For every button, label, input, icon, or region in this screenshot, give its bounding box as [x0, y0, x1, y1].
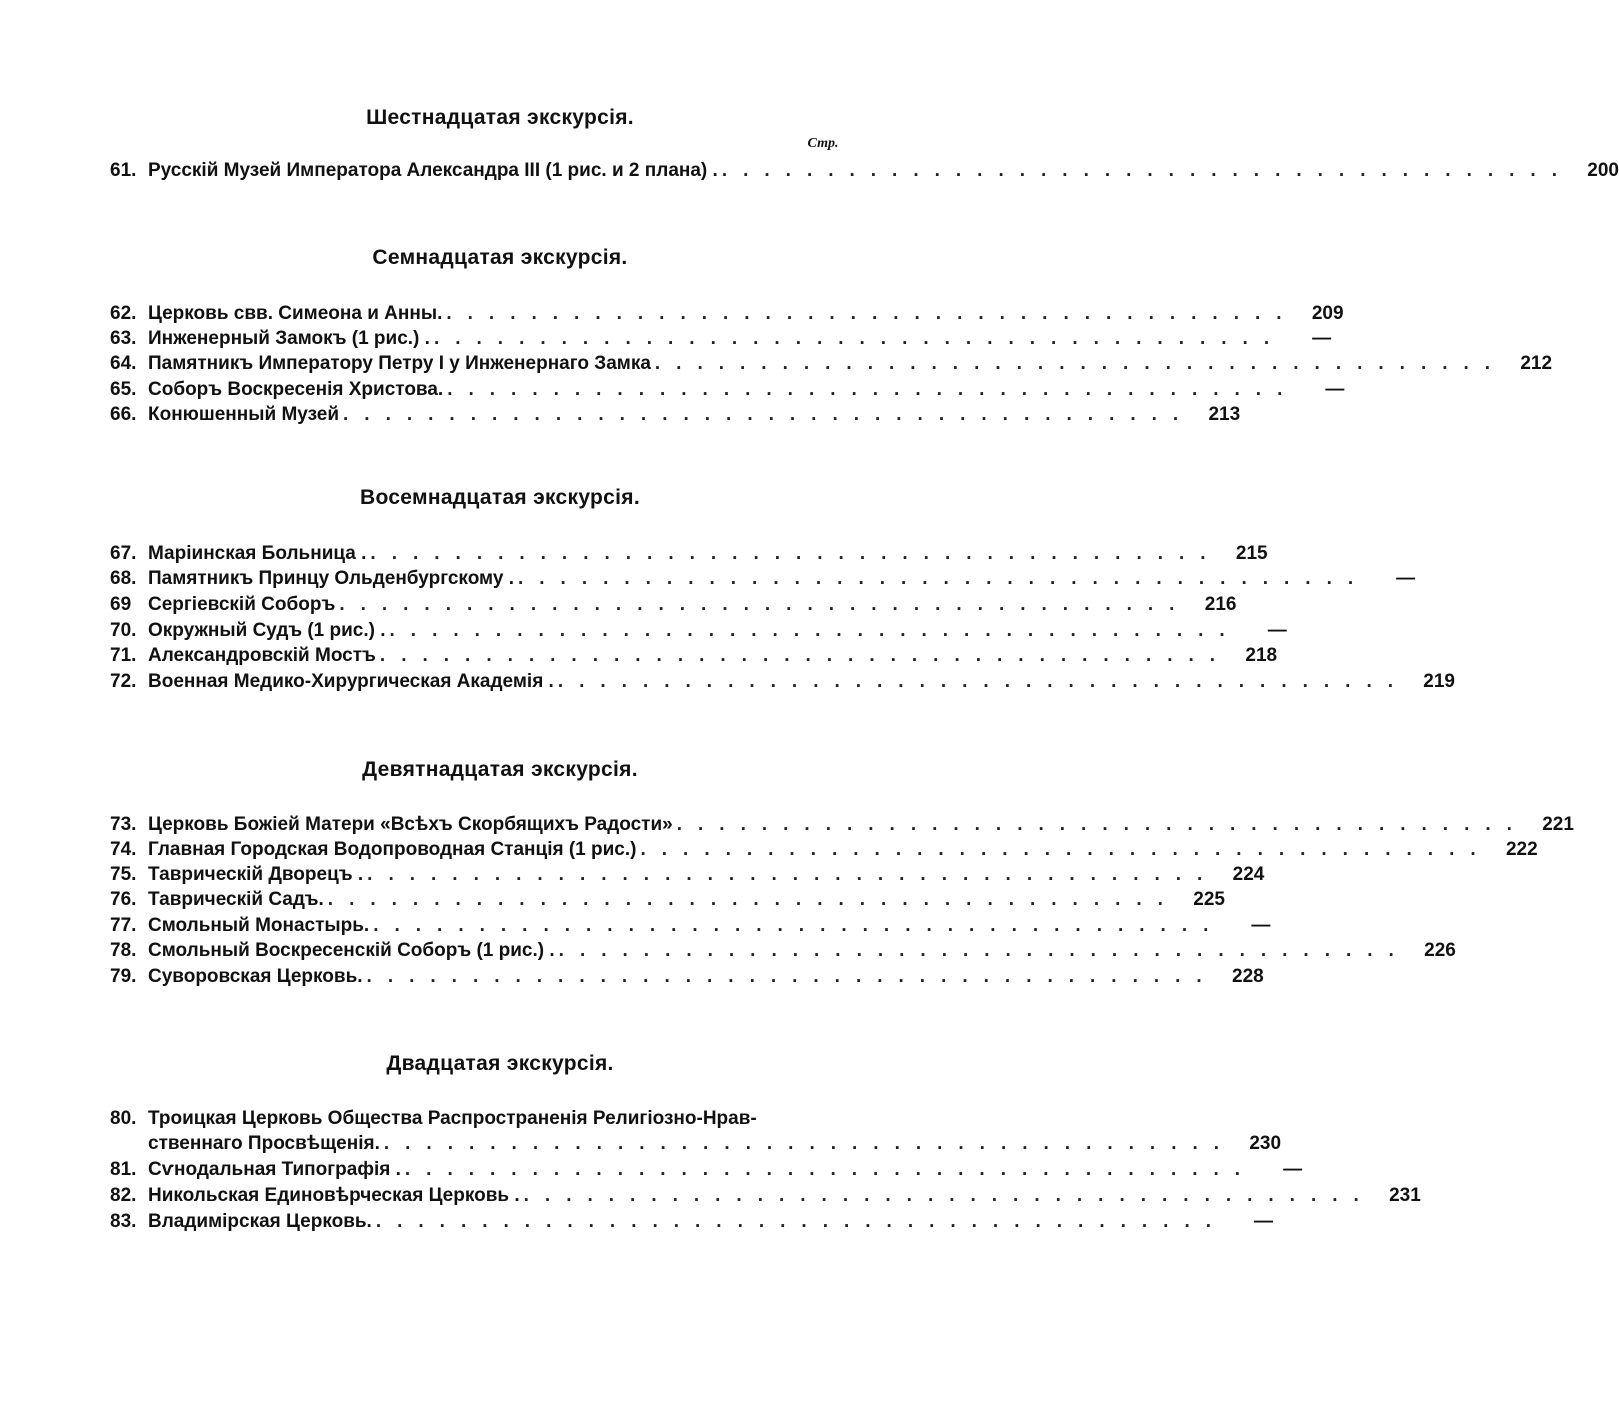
leader-dots: ........................................: [373, 915, 1225, 936]
entry-number: 76.: [110, 889, 137, 910]
toc-entry: [110, 839, 1538, 865]
leader-dots: ........................................: [721, 160, 1573, 181]
toc-entry: [110, 303, 1344, 329]
entry-number: 67.: [110, 543, 137, 564]
entry-page: —: [1254, 1211, 1273, 1232]
entry-title: Таврическій Дворецъ .: [148, 864, 364, 885]
entry-title: Памятникъ Императору Петру I у Инженернаго Замка: [148, 353, 651, 374]
entry-title: Русскій Музей Императора Александра III (1 рис. и 2 плана) .: [148, 160, 718, 181]
leader-dots: ........................................: [517, 568, 1370, 589]
leader-dots: ........................................: [383, 1133, 1236, 1154]
entry-page: —: [1312, 328, 1332, 349]
toc-entry: [110, 620, 1287, 646]
entry-title: Главная Городская Водопроводная Станція (1 рис.): [148, 839, 637, 860]
leader-dots: ........................................: [523, 1185, 1375, 1206]
entry-number: 82.: [110, 1185, 137, 1206]
page-column-label: Стр.: [807, 136, 839, 151]
entry-page: 219: [1423, 671, 1455, 692]
toc-entry: [110, 160, 1619, 186]
leader-dots: ........................................: [433, 328, 1286, 349]
entry-number: 65.: [110, 379, 137, 400]
entry-number: 69: [110, 594, 132, 615]
entry-number: 74.: [110, 839, 137, 860]
entry-title: Окружный Судъ (1 рис.) .: [148, 620, 386, 641]
entry-number: 68.: [110, 568, 137, 589]
toc-entry: [110, 404, 1241, 430]
entry-page: 216: [1204, 594, 1237, 615]
entry-page: 224: [1232, 864, 1265, 885]
entry-title: Военная Медико-Хирургическая Академія .: [148, 671, 554, 692]
entry-number: 78.: [110, 940, 137, 961]
leader-dots: ........................................: [366, 966, 1218, 987]
entry-page: —: [1325, 379, 1345, 400]
toc-entry: [110, 568, 1416, 594]
leader-dots: ........................................: [404, 1159, 1257, 1180]
leader-dots: ........................................: [676, 814, 1528, 835]
leader-dots: ........................................: [367, 864, 1219, 885]
entry-title: Церковь Божіей Матери «Всѣхъ Скорбящихъ Радости»: [148, 814, 673, 835]
toc-entry: [110, 1185, 1421, 1211]
entry-title: Троицкая Церковь Общества Распространенія Религіозно-Нрав-: [148, 1108, 757, 1129]
leader-dots: ........................................: [558, 940, 1410, 961]
leader-dots: ........................................: [389, 620, 1241, 641]
toc-entry: [110, 328, 1332, 354]
entry-number: 61.: [110, 160, 137, 181]
entry-page: 213: [1208, 404, 1241, 425]
section-heading: Шестнадцатая экскурсія.: [366, 106, 634, 129]
entry-number: 63.: [110, 328, 137, 349]
toc-entry: [110, 543, 1268, 569]
entry-title: Сергіевскій Соборъ: [148, 594, 336, 615]
entry-number: 70.: [110, 620, 137, 641]
leader-dots: ........................................: [654, 353, 1507, 374]
entry-title: Суворовская Церковь.: [148, 966, 363, 987]
entry-title: ственнаго Просвѣщенія.: [148, 1133, 380, 1154]
toc-entry: [110, 671, 1455, 697]
entry-page: 209: [1311, 303, 1344, 324]
entry-title: Таврическій Садъ.: [148, 889, 324, 910]
entry-page: 215: [1235, 543, 1268, 564]
toc-entry: [110, 1159, 1303, 1185]
toc-entry: [110, 379, 1345, 405]
toc-entry: [110, 915, 1271, 941]
entry-page: —: [1251, 915, 1271, 936]
toc-entry: [110, 814, 1574, 840]
entry-number: 62.: [110, 303, 137, 324]
leader-dots: ........................................: [557, 671, 1409, 692]
section-heading: Восемнадцатая экскурсія.: [360, 486, 640, 509]
entry-title: Маріинская Больница .: [148, 543, 367, 564]
section-heading: Девятнадцатая экскурсія.: [362, 758, 638, 781]
leader-dots: ........................................: [375, 1211, 1227, 1232]
leader-dots: ........................................: [379, 645, 1232, 666]
entry-page: 225: [1193, 889, 1225, 910]
entry-title: Инженерный Замокъ (1 рис.) .: [148, 328, 430, 349]
entry-page: —: [1396, 568, 1416, 589]
entry-title: Смольный Монастырь.: [148, 915, 370, 936]
entry-number: 72.: [110, 671, 137, 692]
toc-entry: [110, 889, 1225, 915]
entry-page: 222: [1505, 839, 1538, 860]
entry-page: 200: [1587, 160, 1619, 181]
entry-page: 230: [1249, 1133, 1282, 1154]
leader-dots: ........................................: [640, 839, 1492, 860]
leader-dots: ........................................: [339, 594, 1191, 615]
leader-dots: ........................................: [327, 889, 1179, 910]
entry-page: 218: [1245, 645, 1278, 666]
entry-number: 77.: [110, 915, 137, 936]
entry-number: 66.: [110, 404, 137, 425]
entry-page: —: [1283, 1159, 1303, 1180]
toc-entry: [110, 1108, 850, 1134]
leader-dots: ........................................: [447, 379, 1299, 400]
entry-number: 73.: [110, 814, 137, 835]
section-heading: Семнадцатая экскурсія.: [372, 246, 628, 269]
entry-page: 226: [1424, 940, 1456, 961]
entry-title: Конюшенный Музей: [148, 404, 340, 425]
toc-entry: [110, 645, 1278, 671]
entry-number: 71.: [110, 645, 137, 666]
entry-number: 75.: [110, 864, 137, 885]
toc-entry: [110, 353, 1553, 379]
entry-title: Сѵнодальная Типографія .: [148, 1159, 401, 1180]
entry-page: 228: [1232, 966, 1264, 987]
section-heading: Двадцатая экскурсія.: [386, 1052, 614, 1075]
leader-dots: ........................................: [446, 303, 1298, 324]
leader-dots: ........................................: [343, 404, 1195, 425]
entry-title: Церковь свв. Симеона и Анны.: [148, 303, 443, 324]
leader-dots: ........................................: [370, 543, 1222, 564]
toc-entry-continuation: [148, 1133, 1282, 1159]
entry-title: Александровскій Мостъ: [148, 645, 376, 666]
entry-title: Смольный Воскресенскій Соборъ (1 рис.) .: [148, 940, 555, 961]
entry-title: Соборъ Воскресенія Христова.: [148, 379, 444, 400]
entry-page: 212: [1520, 353, 1553, 374]
entry-number: 83.: [110, 1211, 137, 1232]
entry-page: —: [1267, 620, 1287, 641]
entry-title: Памятникъ Принцу Ольденбургскому .: [148, 568, 514, 589]
entry-number: 79.: [110, 966, 137, 987]
entry-title: Никольская Единовѣрческая Церковь .: [148, 1185, 520, 1206]
toc-entry: [110, 966, 1264, 992]
entry-number: 64.: [110, 353, 137, 374]
entry-page: 231: [1389, 1185, 1421, 1206]
entry-page: 221: [1542, 814, 1574, 835]
toc-entry: [110, 940, 1456, 966]
toc-entry: [110, 864, 1265, 890]
toc-entry: [110, 594, 1237, 620]
entry-title: Владимірская Церковь.: [148, 1211, 372, 1232]
toc-entry: [110, 1211, 1273, 1237]
entry-number: 80.: [110, 1108, 137, 1129]
entry-number: 81.: [110, 1159, 137, 1180]
